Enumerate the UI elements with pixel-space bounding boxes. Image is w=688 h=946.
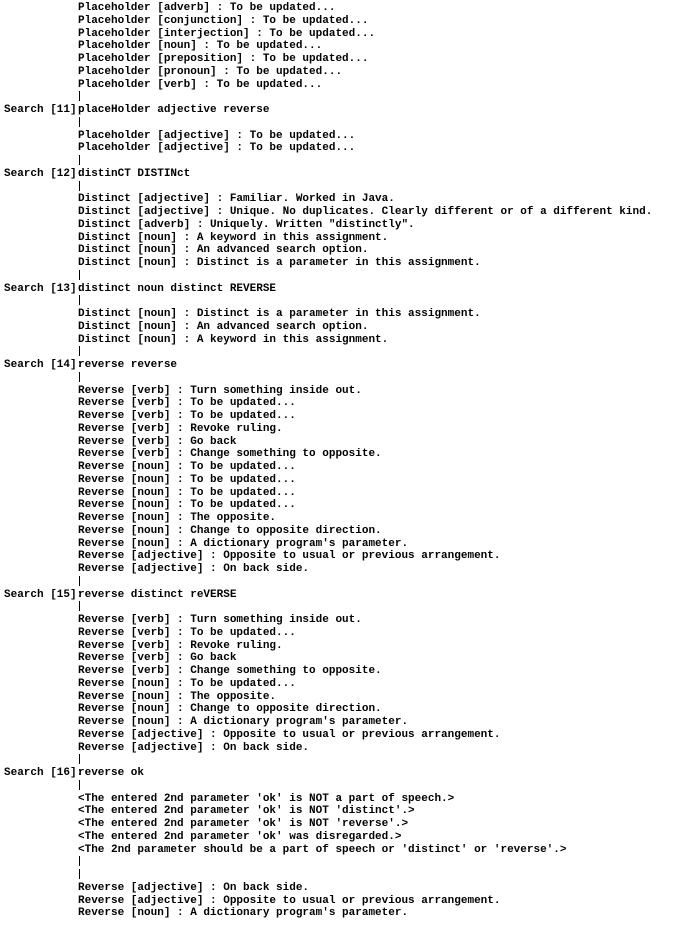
result-line: Placeholder [preposition] : To be updated... [78, 53, 369, 65]
separator-bar-mark [79, 576, 80, 586]
result-line: Reverse [verb] : Revoke ruling. [78, 422, 283, 435]
search-prompt-label: Search [12]: [4, 167, 84, 180]
separator-bar-mark [79, 155, 80, 165]
result-line: Reverse [noun] : A dictionary program's parameter. [78, 537, 409, 550]
separator-bar [0, 754, 688, 767]
result-line: Reverse [verb] : Revoke ruling. [78, 639, 283, 652]
result-line: Reverse [noun] : Change to opposite direction. [78, 703, 382, 716]
result-line: Reverse [adjective] : On back side. [78, 741, 310, 754]
search-query-text: distinCT DISTINct [78, 167, 191, 180]
result-line: <The 2nd parameter should be a part of speech or 'distinct' or 'reverse'.> [78, 843, 567, 856]
separator-bar-mark [79, 780, 80, 790]
result-line: Reverse [verb] : To be updated... [78, 626, 296, 639]
separator-bar-mark [79, 295, 80, 305]
separator-bar [0, 295, 688, 308]
search-prompt-label: Search [13]: [4, 282, 84, 295]
separator-bar-mark [79, 91, 80, 101]
result-line: Placeholder [noun] : To be updated... [78, 40, 323, 53]
separator-bar-mark [79, 601, 80, 611]
search-prompt-label: Search [11]: [4, 104, 84, 116]
separator-bar-mark [79, 372, 80, 382]
separator-bar [0, 576, 688, 589]
search-query-text: reverse ok [78, 767, 145, 779]
result-line: Placeholder [adjective] : To be updated... [78, 142, 356, 155]
result-line: Reverse [verb] : To be updated... [78, 397, 296, 410]
result-line: Reverse [noun] : To be updated... [78, 473, 296, 486]
search-prompt-line [0, 359, 688, 372]
result-line: Placeholder [adjective] : To be updated... [78, 129, 356, 142]
separator-bar [0, 270, 688, 283]
separator-bar-mark [79, 869, 80, 879]
result-line: Reverse [adjective] : Opposite to usual or previous arrangement. [78, 728, 501, 741]
result-line: Reverse [verb] : Turn something inside out. [78, 614, 362, 626]
search-query-text: reverse reverse [78, 359, 178, 371]
search-query-text: distinct noun distinct REVERSE [78, 282, 277, 295]
result-line: Distinct [adjective] : Familiar. Worked in Java. [78, 193, 395, 206]
result-line: Reverse [noun] : To be updated... [78, 499, 296, 512]
result-line: Reverse [verb] : To be updated... [78, 410, 296, 422]
result-line: Reverse [noun] : The opposite. [78, 512, 277, 524]
result-line: Reverse [verb] : Turn something inside out. [78, 384, 362, 397]
separator-bar-mark [79, 181, 80, 191]
search-prompt-line [0, 767, 688, 780]
result-line: Placeholder [interjection] : To be updated... [78, 27, 376, 40]
separator-bar [0, 181, 688, 194]
search-query-text: reverse distinct reVERSE [78, 588, 237, 601]
result-line: <The entered 2nd parameter 'ok' is NOT 'distinct'.> [78, 805, 415, 818]
result-line: Reverse [verb] : Go back [78, 652, 237, 665]
result-line: Placeholder [pronoun] : To be updated... [78, 65, 343, 78]
console-output [0, 2, 688, 920]
result-line: Reverse [noun] : A dictionary program's parameter. [78, 716, 409, 728]
result-line: <The entered 2nd parameter 'ok' is NOT a part of speech.> [78, 792, 455, 805]
separator-bar-mark [79, 754, 80, 764]
result-line: Placeholder [conjunction] : To be updated... [78, 14, 369, 27]
result-line: Placeholder [adverb] : To be updated... [78, 2, 336, 14]
result-line: <The entered 2nd parameter 'ok' was disregarded.> [78, 830, 402, 843]
search-prompt-line [0, 283, 688, 296]
result-line: Distinct [adjective] : Unique. No duplicates. Clearly different or of a different kind. [78, 206, 653, 218]
result-line: Reverse [verb] : Go back [78, 435, 237, 448]
result-line: Reverse [verb] : Change something to opposite. [78, 665, 382, 677]
result-line: Distinct [noun] : An advanced search option. [78, 244, 369, 257]
result-line: Reverse [adjective] : On back side. [78, 563, 310, 575]
result-line: Reverse [noun] : To be updated... [78, 461, 296, 473]
result-line: Reverse [verb] : Change something to opposite. [78, 448, 382, 461]
search-prompt-label: Search [15]: [4, 588, 84, 601]
separator-bar [0, 91, 688, 104]
separator-bar [0, 155, 688, 168]
result-line: Reverse [noun] : The opposite. [78, 690, 277, 703]
separator-bar [0, 601, 688, 614]
search-query-text: placeHolder adjective reverse [78, 104, 270, 116]
separator-bar [0, 856, 688, 869]
result-line: Distinct [noun] : Distinct is a parameter in this assignment. [78, 308, 481, 320]
result-line: Reverse [adjective] : On back side. [78, 881, 310, 894]
result-line: Distinct [noun] : A keyword in this assignment. [78, 333, 389, 346]
separator-bar-mark [79, 270, 80, 280]
search-prompt-label: Search [16]: [4, 767, 84, 779]
search-prompt-line [0, 589, 688, 602]
result-line: Distinct [noun] : Distinct is a parameter in this assignment. [78, 257, 481, 269]
result-line: Placeholder [verb] : To be updated... [78, 78, 323, 91]
result-line: Reverse [adjective] : Opposite to usual or previous arrangement. [78, 894, 501, 907]
search-prompt-line [0, 104, 688, 117]
separator-bar-mark [79, 346, 80, 356]
result-line: <The entered 2nd parameter 'ok' is NOT 'reverse'.> [78, 818, 409, 830]
result-line: Reverse [adjective] : Opposite to usual or previous arrangement. [78, 550, 501, 563]
result-line: Reverse [noun] : A dictionary program's parameter. [78, 907, 409, 920]
separator-bar [0, 372, 688, 385]
separator-bar [0, 117, 688, 130]
result-line: Distinct [adverb] : Uniquely. Written "distinctly". [78, 218, 415, 231]
separator-bar-mark [79, 117, 80, 127]
result-line: Distinct [noun] : An advanced search option. [78, 320, 369, 333]
separator-bar [0, 780, 688, 793]
result-line: Reverse [noun] : Change to opposite direction. [78, 524, 382, 537]
result-line: Distinct [noun] : A keyword in this assignment. [78, 231, 389, 244]
search-prompt-line [0, 168, 688, 181]
separator-bar-mark [79, 856, 80, 866]
search-prompt-label: Search [14]: [4, 359, 84, 371]
separator-bar [0, 869, 688, 882]
separator-bar [0, 346, 688, 359]
result-line: Reverse [noun] : To be updated... [78, 677, 296, 690]
result-line: Reverse [noun] : To be updated... [78, 486, 296, 499]
